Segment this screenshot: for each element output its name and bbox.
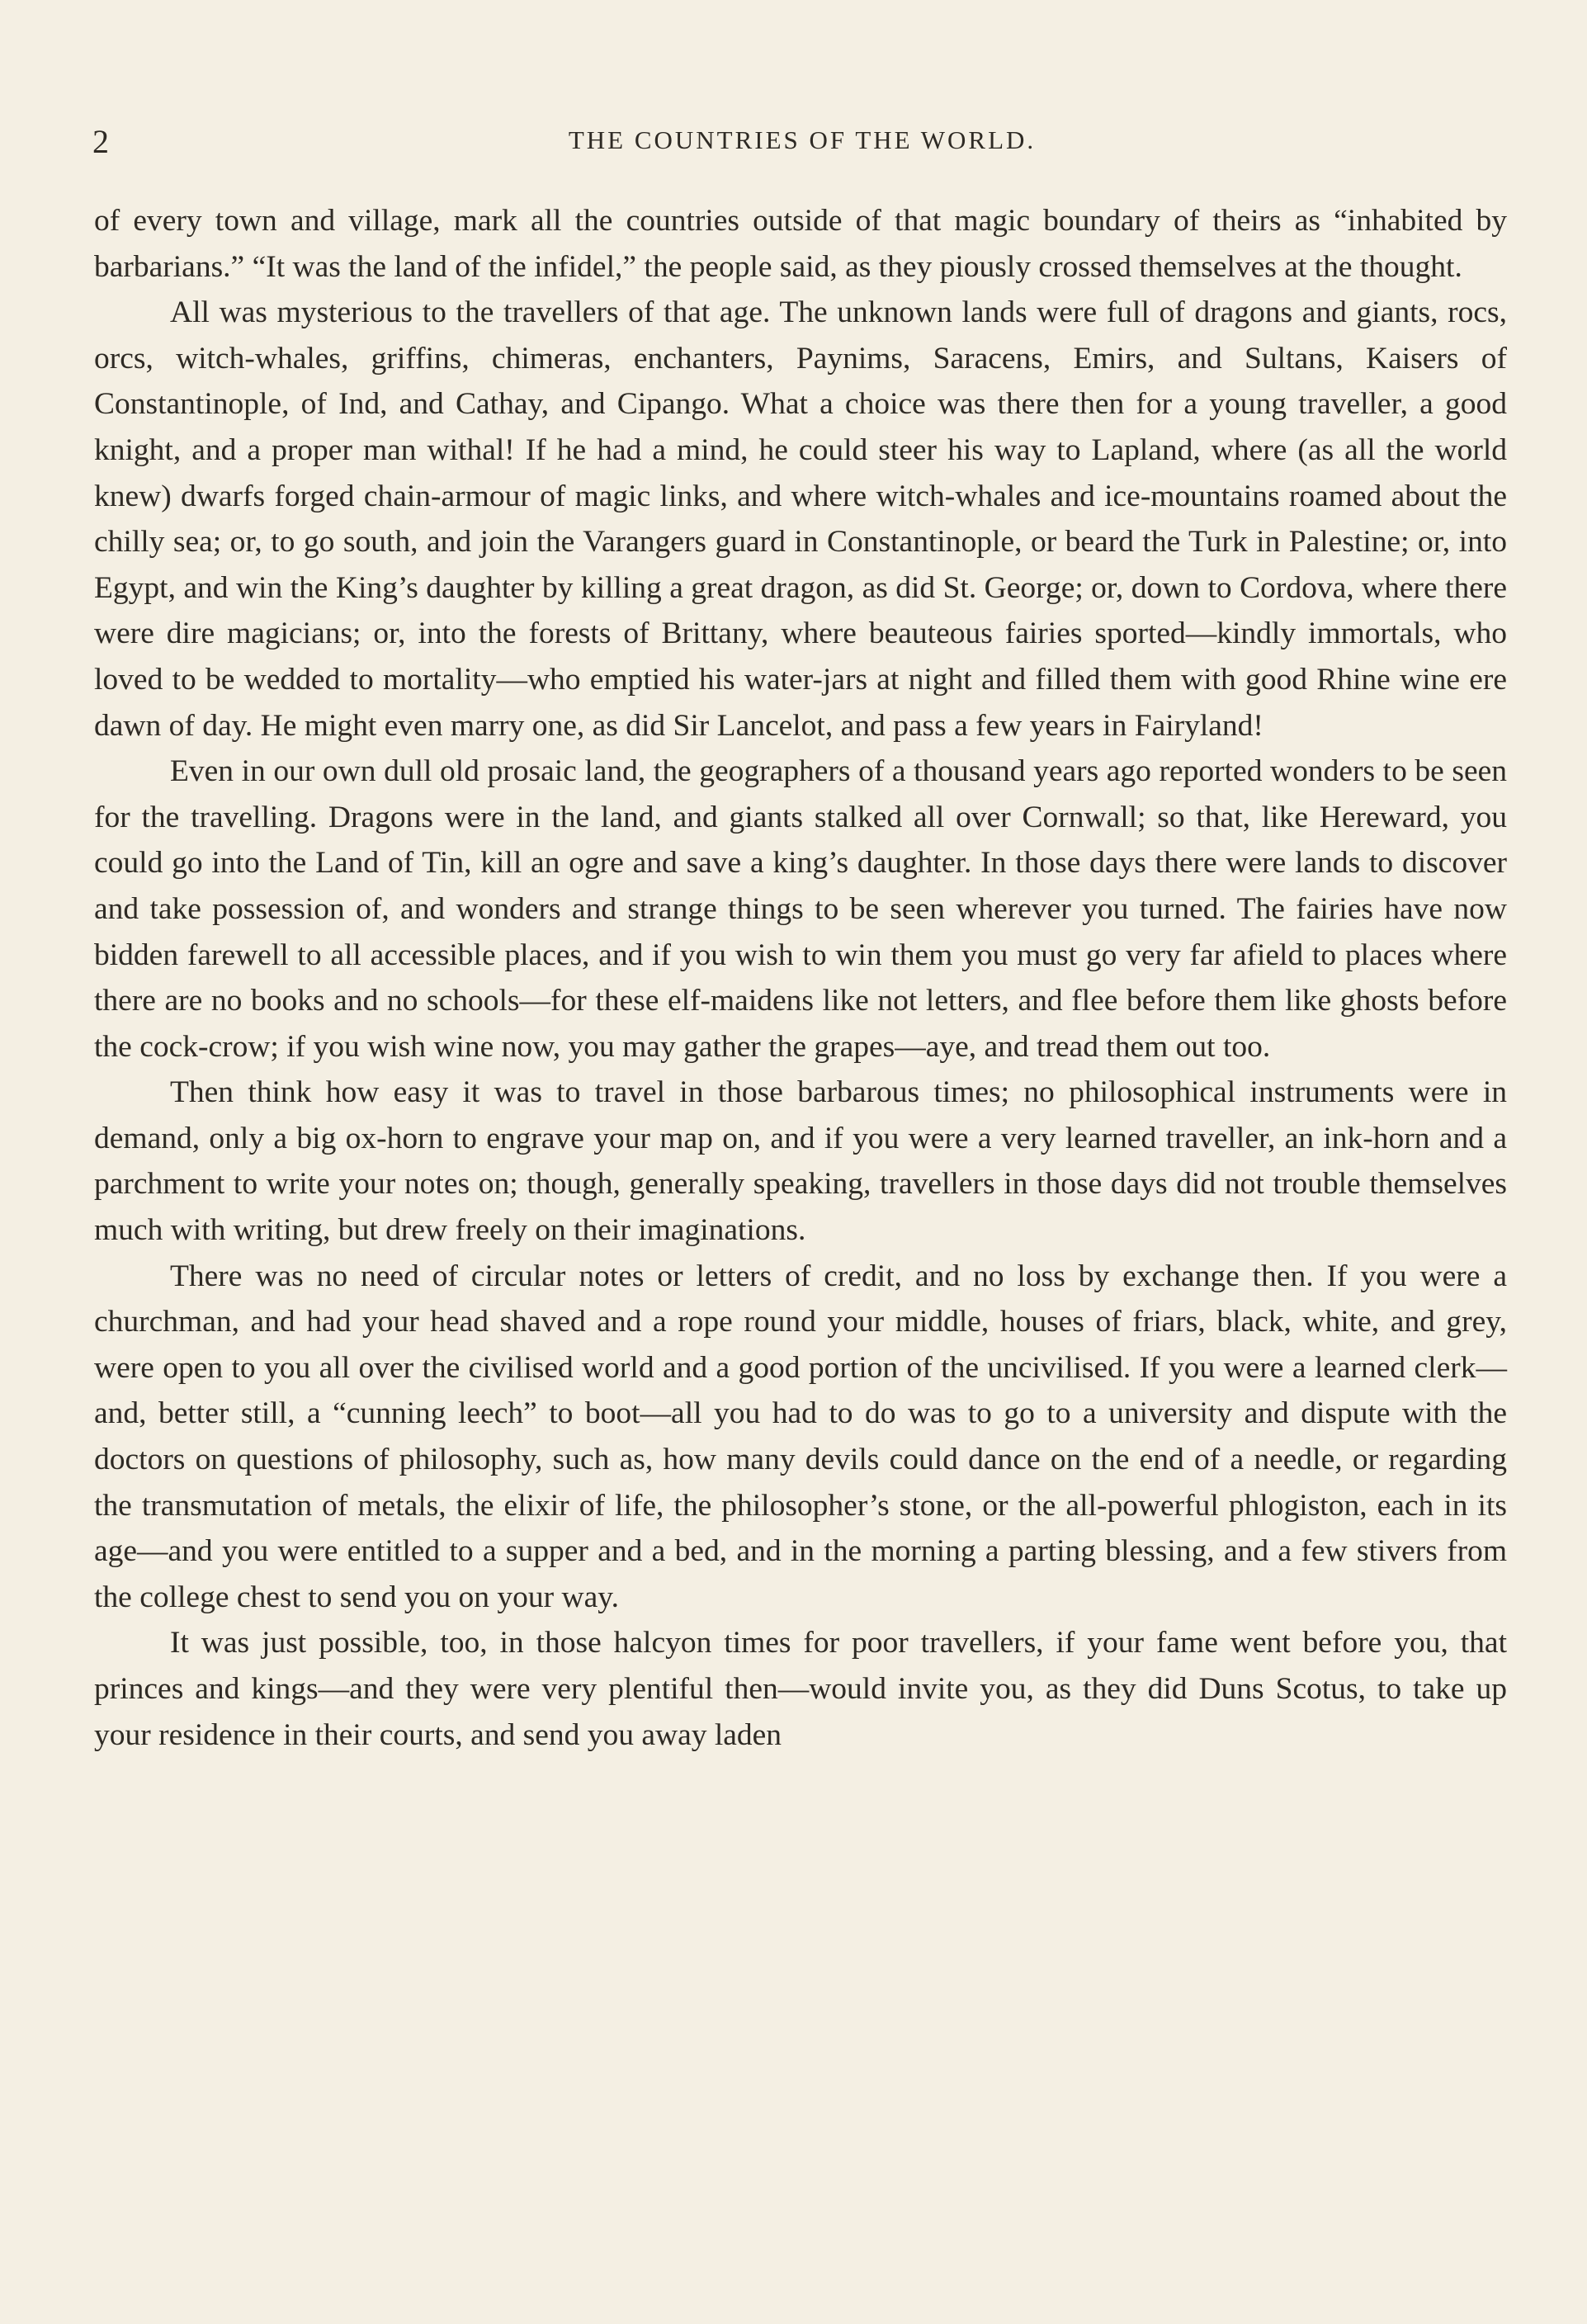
running-head xyxy=(92,122,1512,163)
running-title: THE COUNTRIES OF THE WORLD. xyxy=(568,125,1037,154)
body-text xyxy=(94,198,1507,1758)
paragraph: All was mysterious to the travellers of that age. The unknown lands were full of dragons and giants, rocs, orcs, witch-whales, griffins, chimeras, enchanters, Paynims, Saracens, Emirs, and Sultans, Kaisers of Constantinople, of Ind, and Cathay, and Cipango. What a choice was there then for a young traveller, a good knight, and a proper man withal! If he had a mind, he could steer his way to Lapland, where (as all the world knew) dwarfs forged chain-armour of magic links, and where witch-whales and ice-mountains roamed about the chilly sea; or, to go south, and join the Varangers guard in Constantinople, or beard the Turk in Palestine; or, into Egypt, and win the King’s daughter by killing a great dragon, as did St. George; or, down to Cordova, where there were dire magicians; or, into the forests of Brittany, where beauteous fairies sported—kindly immortals, who loved to be wedded to mortality—who emptied his water-jars at night and filled them with good Rhine wine ere dawn of day. He might even marry one, as did Sir Lancelot, and pass a few years in Fairyland! xyxy=(94,295,1507,743)
paragraph: Even in our own dull old prosaic land, the geographers of a thousand years ago reported wonders to be seen for the travelling. Dragons were in the land, and giants stalked all over Cornwall; so that, like Hereward, you could go into the Land of Tin, kill an ogre and save a king’s daughter. In those days there were lands to discover and take possession of, and wonders and strange things to be seen wherever you turned. The fairies have now bidden farewell to all accessible places, and if you wish to win them you must go very far afield to places where there are no books and no schools—for these elf-maidens like not letters, and flee before them like ghosts before the cock-crow; if you wish wine now, you may gather the grapes—aye, and tread them out too. xyxy=(94,754,1507,1064)
paragraph: Then think how easy it was to travel in those barbarous times; no philosophical instruments were in demand, only a big ox-horn to engrave your map on, and if you were a very learned traveller, an ink-horn and a parchment to write your notes on; though, generally speaking, travellers in those days did not trouble themselves much with writing, but drew freely on their imaginations. xyxy=(94,1075,1507,1248)
page-number: 2 xyxy=(92,123,109,160)
paragraph: There was no need of circular notes or letters of credit, and no loss by exchange then. If you were a churchman, and had your head shaved and a rope round your middle, houses of friars, black, white, and grey, were open to you all over the civilised world and a good portion of the uncivilised. If you were a learned clerk—and, better still, a “cunning leech” to boot—all you had to do was to go to a university and dispute with the doctors on questions of philosophy, such as, how many devils could dance on the end of a needle, or regarding the transmutation of metals, the elixir of life, the philosopher’s stone, or the all-powerful phlogiston, each in its age—and you were entitled to a supper and a bed, and in the morning a parting blessing, and a few stivers from the college chest to send you on your way. xyxy=(94,1259,1507,1614)
paragraph-continued: of every town and village, mark all the countries outside of that magic boundary of theirs as “inhabited by barbarians.” “It was the land of the infidel,” the people said, as they piously crossed themselves at the thought. xyxy=(94,204,1507,284)
paragraph: It was just possible, too, in those halcyon times for poor travellers, if your fame went before you, that princes and kings—and they were very plentiful then—would invite you, as they did Duns Scotus, to take up your residence in their courts, and send you away laden xyxy=(94,1626,1507,1752)
